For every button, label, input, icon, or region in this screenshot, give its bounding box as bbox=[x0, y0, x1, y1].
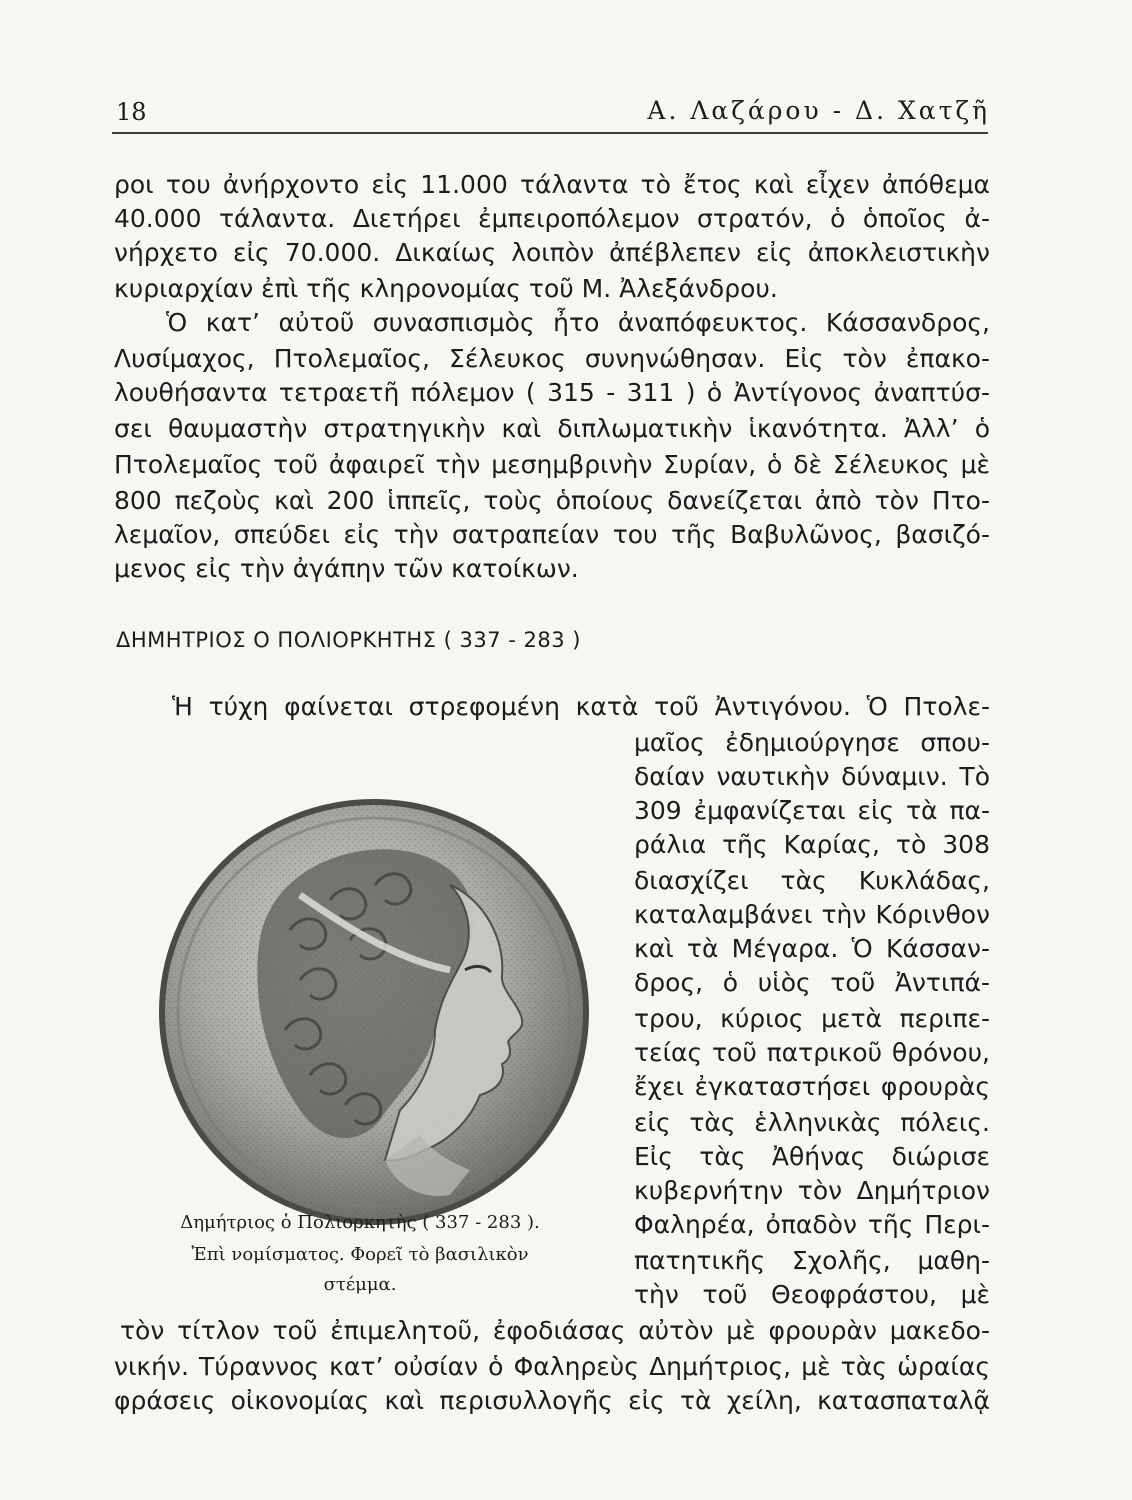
text-line: φράσεις οἰκονομίας καὶ περισυλλογῆς εἰς τὰ χείλη, κατασπαταλᾷ bbox=[114, 1386, 990, 1415]
figure-caption: Ἐπὶ νομίσματος. Φορεῖ τὸ βασιλικὸν bbox=[191, 1244, 529, 1265]
text-line: Ἡ τύχη φαίνεται στρεφομένη κατὰ τοῦ Ἀντιγόνου. Ὁ Πτολε- bbox=[172, 692, 990, 721]
text-line: ροι του ἀνήρχοντο εἰς 11.000 τάλαντα τὸ ἔτος καὶ εἶχεν ἀπόθεμα bbox=[114, 170, 990, 199]
text-line: ράλια τῆς Καρίας, τὸ 308 bbox=[634, 830, 990, 859]
text-line: μενος εἰς τὴν ἀγάπην τῶν κατοίκων. bbox=[114, 554, 579, 583]
text-line: Ὁ κατ’ αὐτοῦ συνασπισμὸς ἦτο ἀναπόφευκτος. Κάσσανδρος, bbox=[166, 308, 990, 337]
text-line: διασχίζει τὰς Κυκλάδας, bbox=[634, 866, 990, 895]
text-line: τὸν τίτλον τοῦ ἐπιμελητοῦ, ἐφοδιάσας αὐτὸν μὲ φρουρὰν μακεδο- bbox=[120, 1316, 990, 1345]
page-number: 18 bbox=[116, 98, 147, 126]
text-line: καταλαμβάνει τὴν Κόρινθον bbox=[634, 900, 990, 929]
text-line: δαίαν ναυτικὴν δύναμιν. Τὸ bbox=[634, 762, 990, 791]
text-line: Φαληρέα, ὀπαδὸν τῆς Περι- bbox=[634, 1210, 990, 1239]
running-title: Α. Λαζάρου - Δ. Χατζῆ bbox=[647, 96, 990, 125]
text-line: μαῖος ἐδημιούργησε σπου- bbox=[634, 728, 990, 757]
text-line: 309 ἐμφανίζεται εἰς τὰ πα- bbox=[634, 796, 990, 825]
section-heading: ΔΗΜΗΤΡΙΟΣ Ο ΠΟΛΙΟΡΚΗΤΗΣ ( 337 - 283 ) bbox=[116, 628, 581, 652]
text-line: ἔχει ἐγκαταστήσει φρουρὰς bbox=[634, 1072, 990, 1101]
text-line: νικήν. Τύραννος κατ’ οὐσίαν ὁ Φαληρεὺς Δημήτριος, μὲ τὰς ὡραίας bbox=[114, 1352, 990, 1381]
text-line: λεμαῖον, σπεύδει εἰς τὴν σατραπείαν του τῆς Βαβυλῶνος, βασιζό- bbox=[114, 520, 990, 549]
text-line: λουθήσαντα τετραετῆ πόλεμον ( 315 - 311 ) ὁ Ἀντίγονος ἀναπτύσ- bbox=[114, 378, 990, 407]
text-line: νήρχετο εἰς 70.000. Δικαίως λοιπὸν ἀπέβλεπεν εἰς ἀποκλειστικὴν bbox=[114, 238, 990, 267]
text-line: δρος, ὁ υἱὸς τοῦ Ἀντιπά- bbox=[634, 968, 990, 997]
text-line: κυριαρχίαν ἐπὶ τῆς κληρονομίας τοῦ Μ. Ἀλεξάνδρου. bbox=[114, 274, 778, 303]
text-line: Λυσίμαχος, Πτολεμαῖος, Σέλευκος συνηνώθησαν. Εἰς τὸν ἐπακο- bbox=[114, 344, 990, 373]
text-line: κυβερνήτην τὸν Δημήτριον bbox=[634, 1176, 990, 1205]
page-header bbox=[110, 96, 990, 132]
coin-image bbox=[150, 790, 610, 1230]
coin-figure bbox=[150, 790, 610, 1230]
text-line: τὴν τοῦ Θεοφράστου, μὲ bbox=[634, 1280, 990, 1309]
text-line: εἰς τὰς ἑλληνικὰς πόλεις. bbox=[634, 1108, 990, 1137]
text-line: τείας τοῦ πατρικοῦ θρόνου, bbox=[634, 1038, 990, 1067]
figure-caption: Δημήτριος ὁ Πολιορκητὴς ( 337 - 283 ). bbox=[180, 1212, 540, 1233]
text-line: Εἰς τὰς Ἀθήνας διώρισε bbox=[634, 1142, 990, 1171]
text-line: τρου, κύριος μετὰ περιπε- bbox=[634, 1004, 990, 1033]
text-line: σει θαυμαστὴν στρατηγικὴν καὶ διπλωματικὴν ἱκανότητα. Ἀλλ’ ὁ bbox=[114, 414, 990, 443]
text-line: 40.000 τάλαντα. Διετήρει ἐμπειροπόλεμον στρατόν, ὁ ὁποῖος ἀ- bbox=[114, 204, 990, 233]
header-rule bbox=[112, 132, 988, 134]
text-line: Πτολεμαῖος τοῦ ἀφαιρεῖ τὴν μεσημβρινὴν Συρίαν, ὁ δὲ Σέλευκος μὲ bbox=[114, 450, 990, 479]
text-line: καὶ τὰ Μέγαρα. Ὁ Κάσσαν- bbox=[634, 934, 990, 963]
text-line: 800 πεζοὺς καὶ 200 ἱππεῖς, τοὺς ὁποίους δανείζεται ἀπὸ τὸν Πτο- bbox=[114, 486, 990, 515]
figure-caption: στέμμα. bbox=[323, 1274, 397, 1295]
text-line: πατητικῆς Σχολῆς, μαθη- bbox=[634, 1246, 990, 1275]
